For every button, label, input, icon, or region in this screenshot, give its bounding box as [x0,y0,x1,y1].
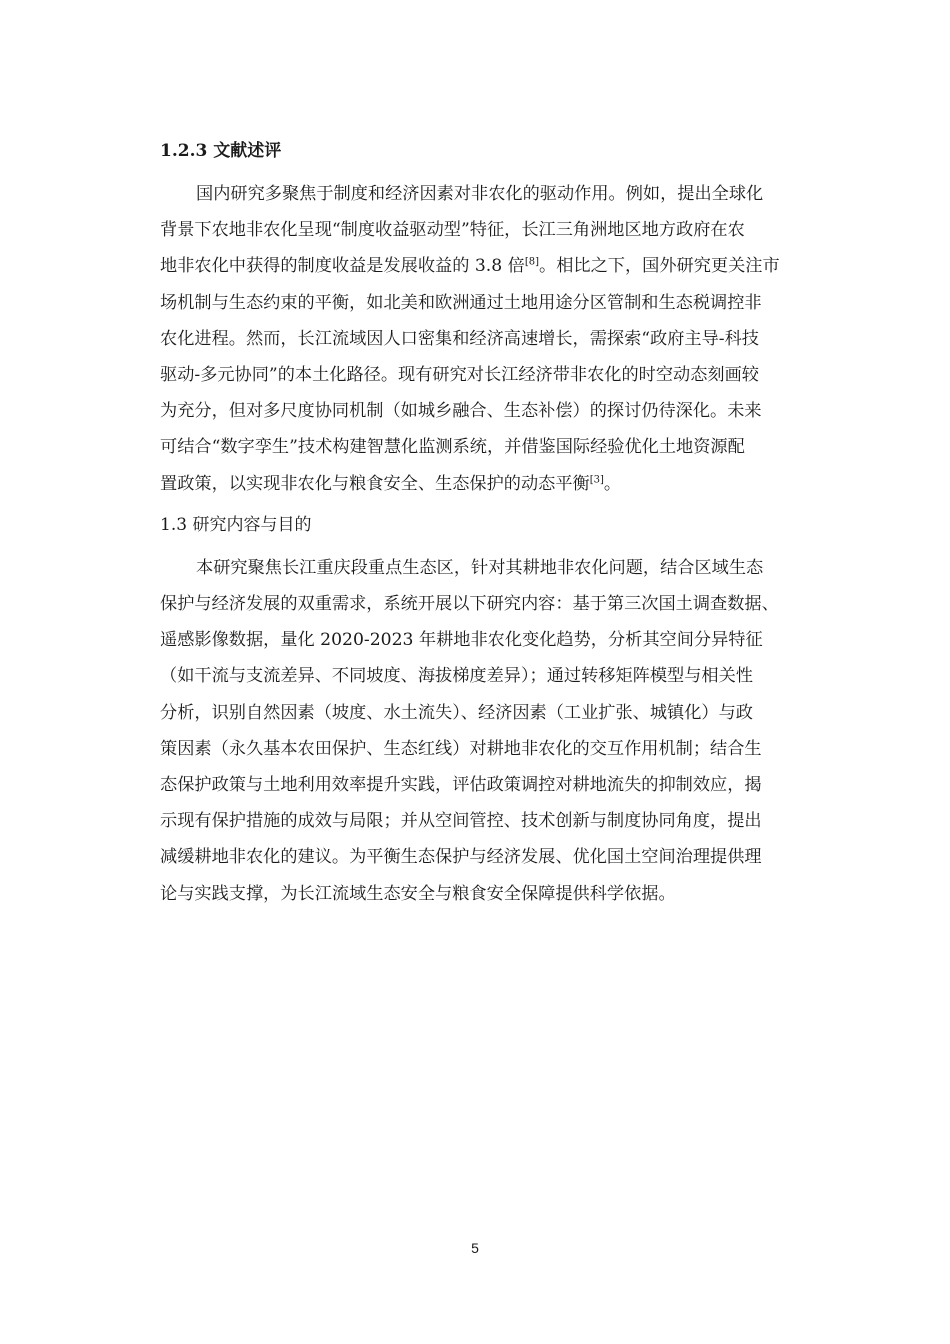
text-line: 遥感影像数据，量化 2020-2023 年耕地非农化变化趋势，分析其空间分异特征 [160,630,763,651]
text-line: 场机制与生态约束的平衡，如北美和欧洲通过土地用途分区管制和生态税调控非 [160,292,762,313]
text-line: 背景下农地非农化呈现“制度收益驱动型”特征，长江三角洲地区地方政府在农 [160,220,745,241]
text-line: 地非农化中获得的制度收益是发展收益的 3.8 倍[8]。相比之下，国外研究更关注市 [160,256,780,277]
text-line: （如干流与支流差异、不同坡度、海拔梯度差异）；通过转移矩阵模型与相关性 [160,666,753,687]
paragraph-research-content [160,550,832,912]
text-line: 本研究聚焦长江重庆段重点生态区，针对其耕地非农化问题，结合区域生态 [196,557,764,578]
text-line: 分析，识别自然因素（坡度、水土流失）、经济因素（工业扩张、城镇化）与政 [160,702,753,723]
citation-ref: [8] [524,256,539,268]
page-number: 5 [471,1240,479,1256]
section-heading-literature-review: 1.2.3 文献述评 [160,141,282,161]
text-line: 农化进程。然而，长江流域因人口密集和经济高速增长，需探索“政府主导-科技 [160,328,759,349]
text-line: 示现有保护措施的成效与局限；并从空间管控、技术创新与制度协同角度，提出 [160,811,762,832]
text-line: 态保护政策与土地利用效率提升实践，评估政策调控对耕地流失的抑制效应，揭 [160,775,762,796]
paragraph-literature-review [160,176,832,502]
text-line: 论与实践支撑，为长江流域生态安全与粮食安全保障提供科学依据。 [160,883,676,904]
page-content [160,136,832,912]
text-line: 保护与经济发展的双重需求，系统开展以下研究内容：基于第三次国土调查数据、 [160,594,779,615]
section-heading-research-content: 1.3 研究内容与目的 [160,514,312,535]
text-line: 国内研究多聚焦于制度和经济因素对非农化的驱动作用。例如，提出全球化 [196,184,764,204]
text-line: 策因素（永久基本农田保护、生态红线）对耕地非农化的交互作用机制；结合生 [160,738,762,759]
text-line: 置政策，以实现非农化与粮食安全、生态保护的动态平衡[3]。 [160,473,622,494]
text-line: 驱动-多元协同”的本土化路径。现有研究对长江经济带非农化的时空动态刻画较 [160,365,759,386]
citation-ref: [3] [589,473,604,485]
text-line: 可结合“数字孪生”技术构建智慧化监测系统，并借鉴国际经验优化土地资源配 [160,437,745,458]
text-line: 减缓耕地非农化的建议。为平衡生态保护与经济发展、优化国土空间治理提供理 [160,847,762,868]
text-line: 为充分，但对多尺度协同机制（如城乡融合、生态补偿）的探讨仍待深化。未来 [160,401,762,422]
